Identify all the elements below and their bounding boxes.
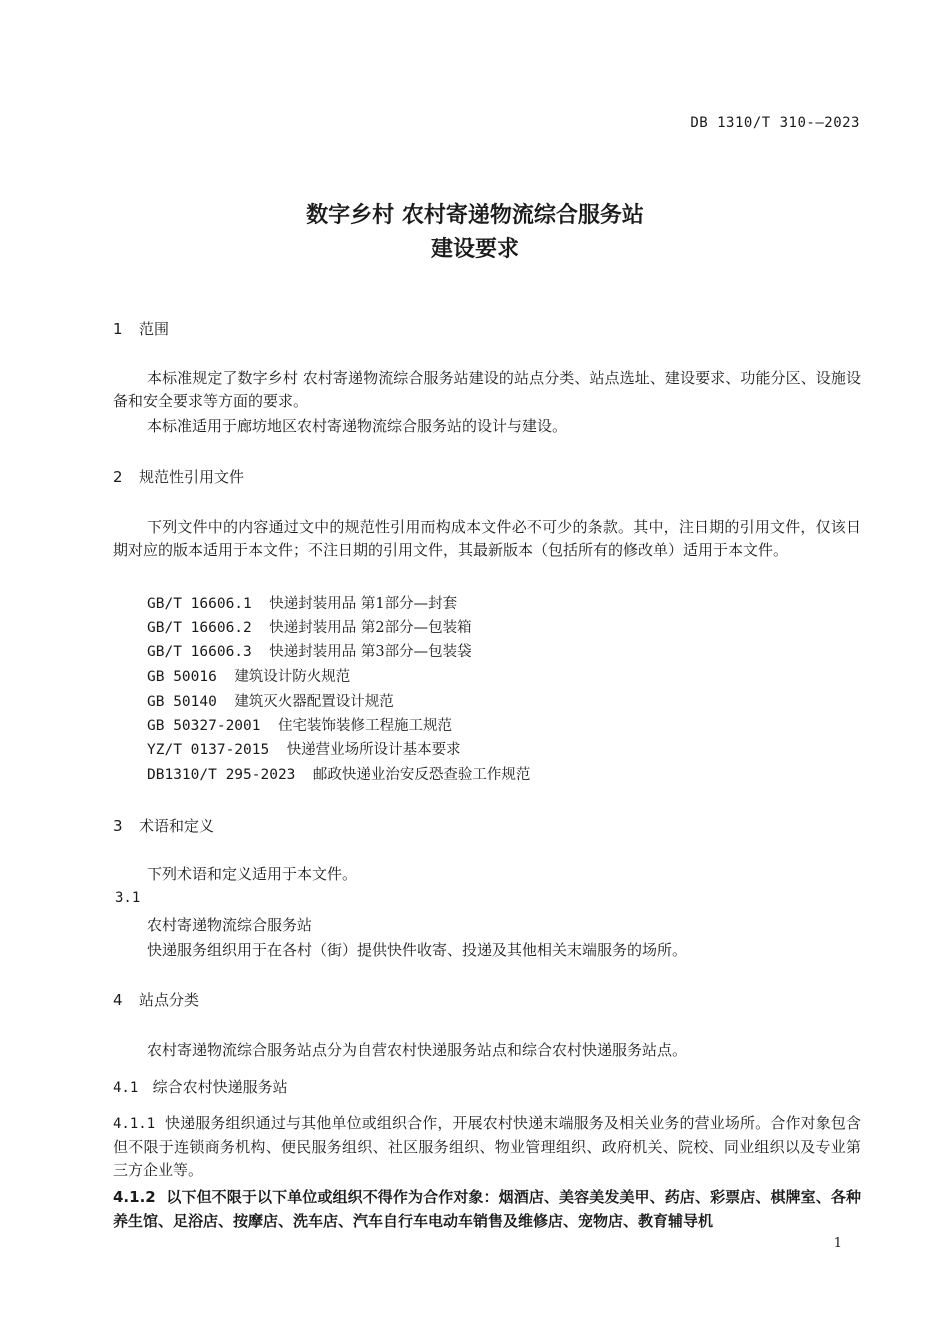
section-heading-classification	[113, 989, 199, 1010]
reference-title: 快递营业场所设计基本要求	[286, 742, 461, 758]
reference-code: DB1310/T 295-2023	[147, 767, 296, 783]
reference-title: 建筑设计防火规范	[234, 669, 351, 685]
reference-code: GB 50016	[147, 669, 217, 685]
section-number: 4	[113, 991, 123, 1009]
reference-item	[147, 665, 350, 686]
reference-title: 快递封装用品 第1部分—封套	[269, 596, 458, 612]
classification-paragraph: 农村寄递物流综合服务站点分为自营农村快递服务站点和综合农村快递服务站点。	[147, 1041, 688, 1059]
section-heading-normative-references	[113, 466, 244, 487]
reference-item	[147, 616, 472, 637]
term-number: 3.1	[115, 890, 141, 906]
subsection-title: 综合农村快递服务站	[152, 1078, 288, 1096]
section-heading-scope	[113, 318, 169, 339]
reference-item	[147, 738, 461, 759]
terms-intro-paragraph: 下列术语和定义适用于本文件。	[147, 865, 358, 883]
reference-title: 快递封装用品 第3部分—包装袋	[269, 644, 472, 660]
clause-4-1-2	[113, 1185, 861, 1233]
page-number: 1	[833, 1236, 842, 1251]
clause-text: 快递服务组织通过与其他单位或组织合作，开展农村快递末端服务及相关业务的营业场所。合作对象包含但不限于连锁商务机构、便民服务组织、社区服务组织、物业管理组织、政府机关、院校、同业组织以及专业第三方企业等。	[113, 1114, 861, 1179]
scope-paragraph-1: 本标准规定了数字乡村 农村寄递物流综合服务站建设的站点分类、站点选址、建设要求、功能分区、设施设备和安全要求等方面的要求。	[113, 369, 861, 410]
scope-paragraph-2: 本标准适用于廊坊地区农村寄递物流综合服务站的设计与建设。	[147, 417, 568, 435]
section-title: 规范性引用文件	[139, 468, 245, 486]
term-definition: 快递服务组织用于在各村（街）提供快件收寄、投递及其他相关末端服务的场所。	[147, 941, 688, 959]
references-intro-paragraph: 下列文件中的内容通过文中的规范性引用而构成本文件必不可少的条款。其中，注日期的引用文件，仅该日期对应的版本适用于本文件；不注日期的引用文件，其最新版本（包括所有的修改单）适用于本文件。	[113, 518, 861, 559]
reference-code: GB/T 16606.3	[147, 644, 252, 660]
reference-title: 建筑灭火器配置设计规范	[234, 694, 394, 710]
section-number: 1	[113, 320, 123, 338]
section-number: 2	[113, 468, 123, 486]
clause-text: 以下但不限于以下单位或组织不得作为合作对象：烟酒店、美容美发美甲、药店、彩票店、棋牌室、各种养生馆、足浴店、按摩店、洗车店、汽车自行车电动车销售及维修店、宠物店、教育辅导机	[113, 1188, 861, 1230]
section-title: 站点分类	[139, 991, 200, 1009]
reference-item	[147, 763, 530, 784]
section-title: 术语和定义	[139, 817, 215, 835]
reference-item	[147, 714, 452, 735]
reference-item	[147, 640, 472, 661]
reference-code: GB 50140	[147, 694, 217, 710]
clause-number: 4.1.2	[113, 1188, 156, 1206]
reference-code: GB/T 16606.2	[147, 620, 252, 636]
clause-4-1-1	[113, 1112, 861, 1182]
subsection-heading-4-1	[113, 1076, 288, 1097]
clause-number: 4.1.1	[113, 1116, 156, 1132]
section-title: 范围	[139, 320, 170, 338]
reference-item	[147, 690, 394, 711]
reference-code: GB 50327-2001	[147, 718, 261, 734]
reference-title: 住宅装饰装修工程施工规范	[277, 718, 452, 734]
reference-code: YZ/T 0137-2015	[147, 742, 270, 758]
document-title-line2: 建设要求	[430, 237, 519, 262]
reference-code: GB/T 16606.1	[147, 596, 252, 612]
reference-title: 快递封装用品 第2部分—包装箱	[269, 620, 472, 636]
section-number: 3	[113, 817, 123, 835]
document-code: DB 1310/T 310-—2023	[690, 115, 860, 131]
document-title-line1: 数字乡村 农村寄递物流综合服务站	[306, 203, 644, 228]
reference-item	[147, 592, 457, 613]
subsection-number: 4.1	[113, 1080, 139, 1096]
section-heading-terms	[113, 815, 214, 836]
term-name: 农村寄递物流综合服务站	[147, 916, 313, 934]
reference-title: 邮政快递业治安反恐查验工作规范	[312, 767, 531, 783]
